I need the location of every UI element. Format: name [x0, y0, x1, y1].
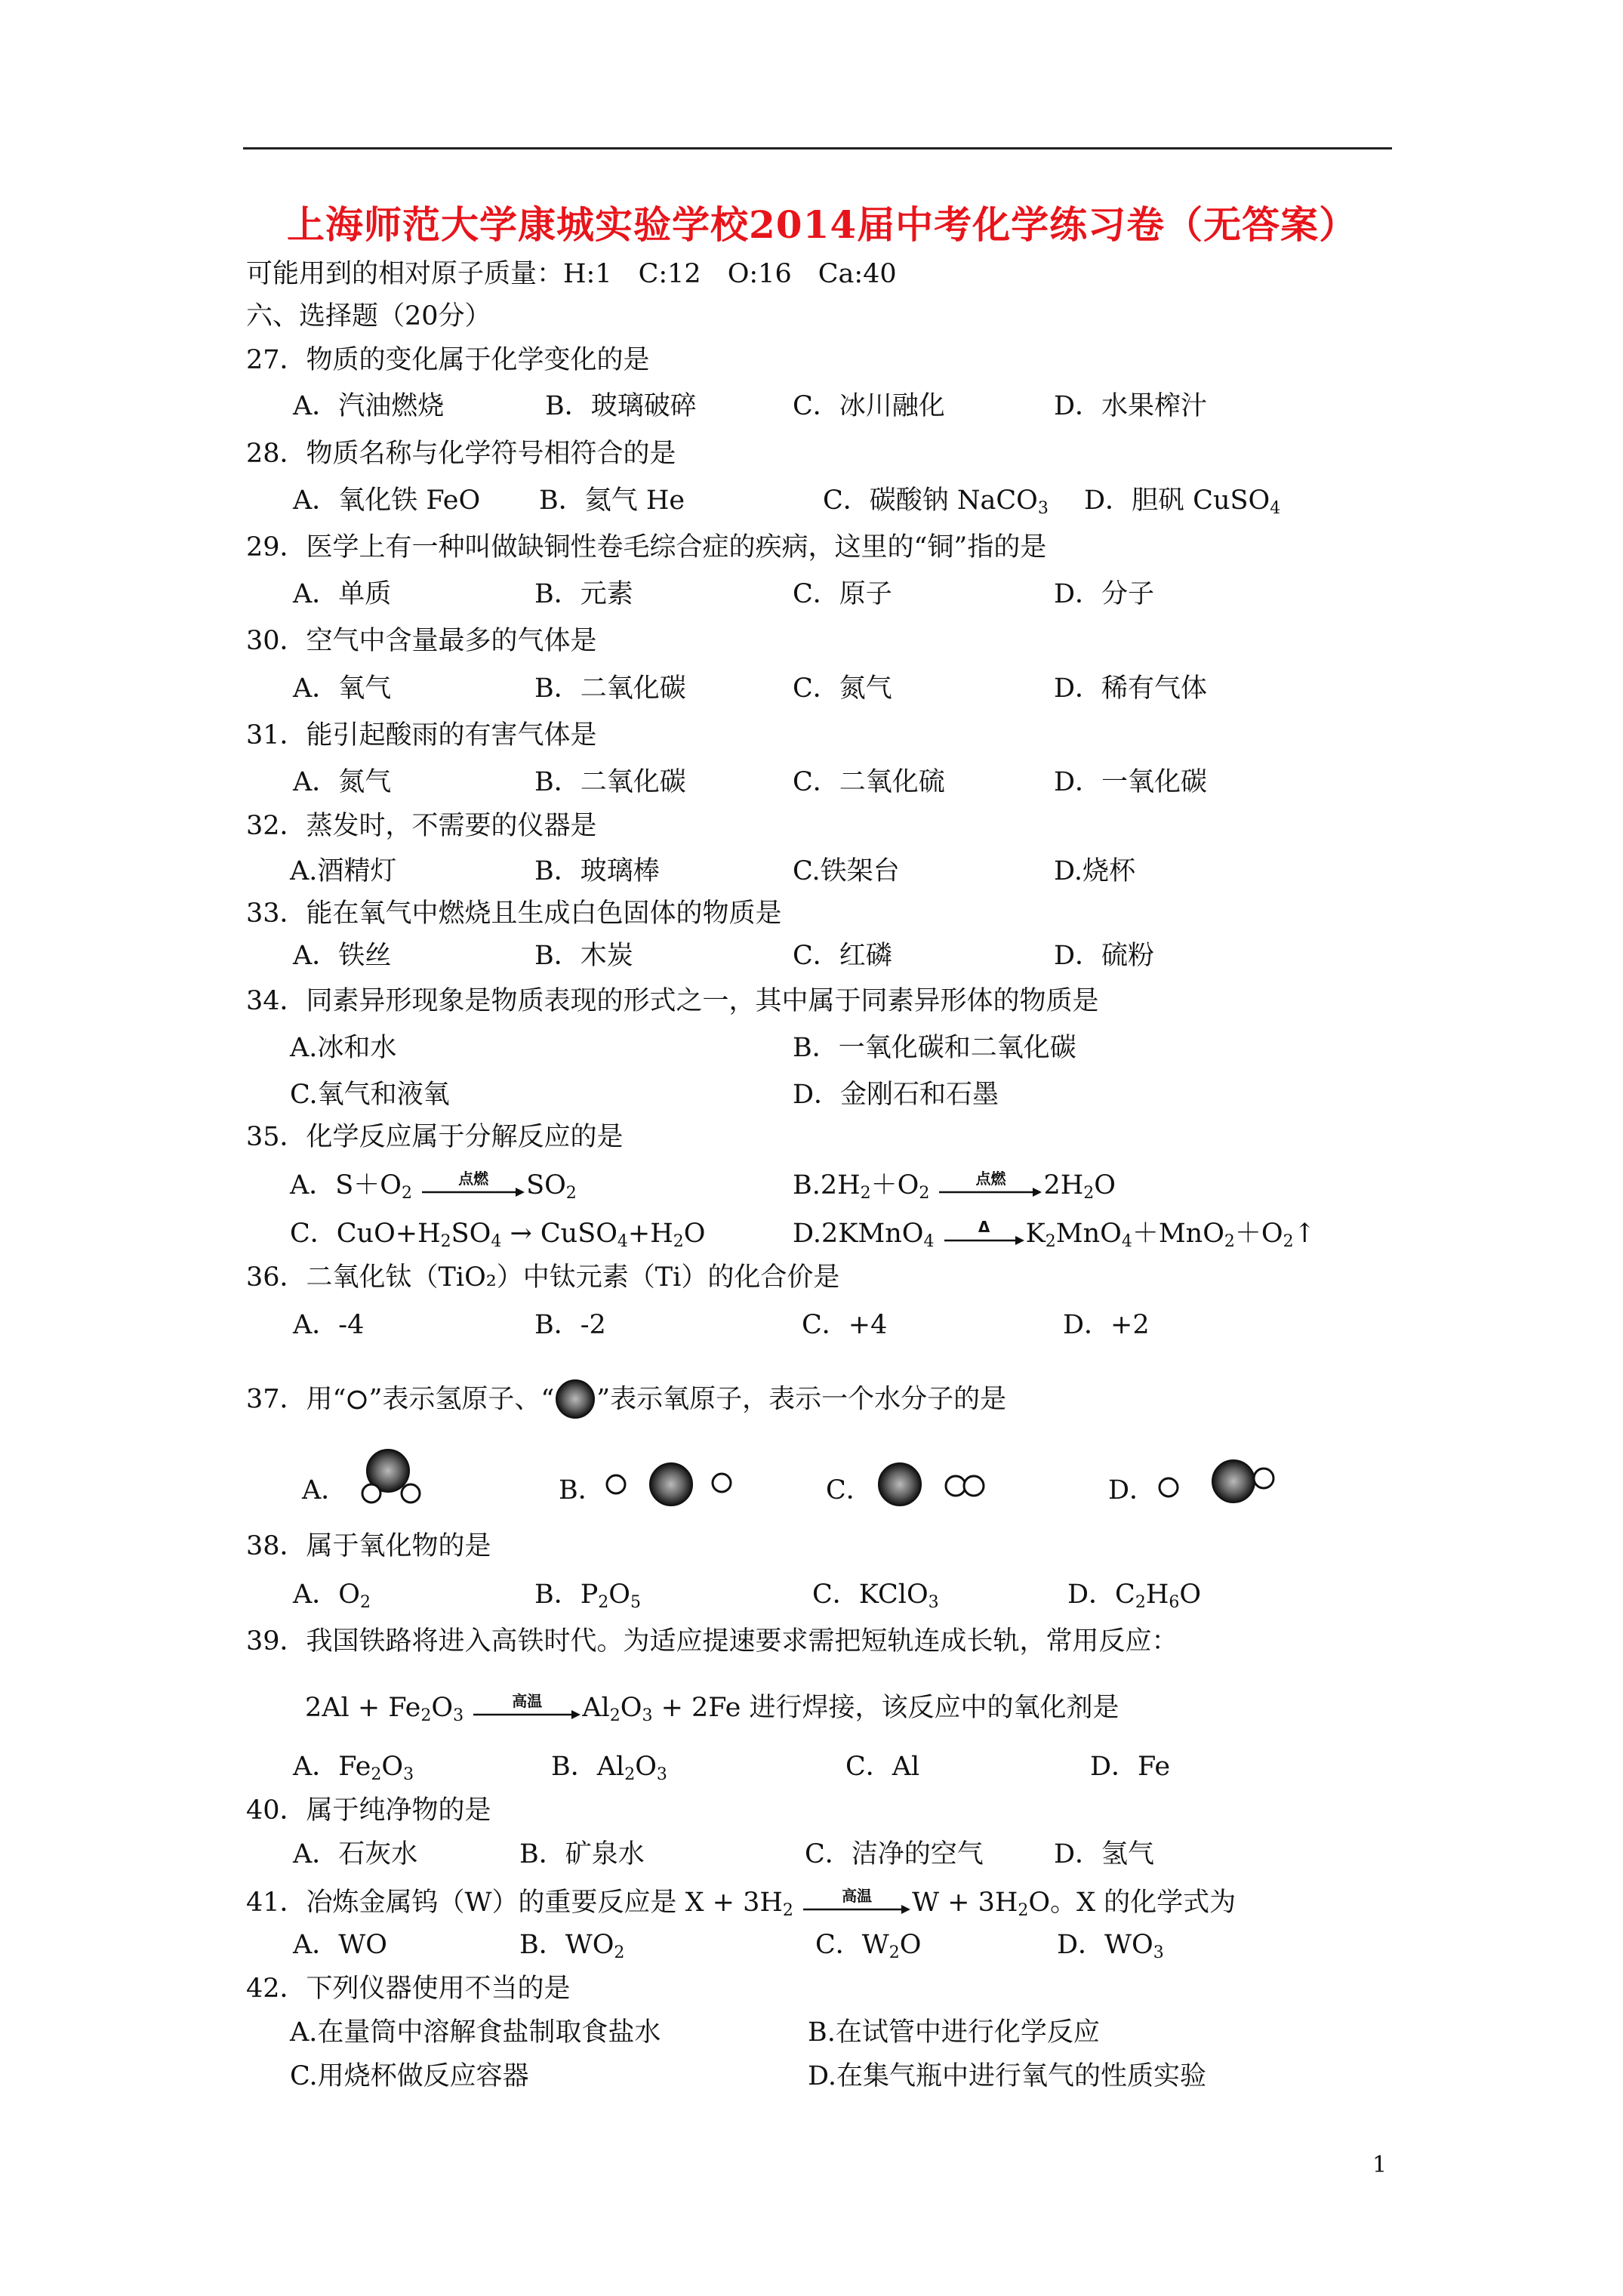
q31-option-b: B．二氧化碳 [534, 767, 686, 797]
q42-option-d: D.在集气瓶中进行氧气的性质实验 [808, 2061, 1206, 2091]
q39-option-d: D．Fe [1090, 1752, 1171, 1782]
q34-option-d: D．金刚石和石墨 [793, 1080, 999, 1110]
q41-option-c: C．$W_2O$ [815, 1930, 922, 1962]
q39-option-a: A．$Fe_2O_3$ [293, 1752, 414, 1784]
q28-option-c: C．碳酸钠 NaCO$_3$ [823, 485, 1049, 518]
q29-option-c: C．原子 [793, 579, 892, 609]
q35-option-b: $B.2H_2+O_2$ 点燃 $2H_2O$ [793, 1169, 1116, 1203]
q33-option-d: D．硫粉 [1054, 941, 1155, 971]
q35-option-c: C．$CuO+H_2SO_4$ → $CuSO_4+H_2O$ [290, 1219, 706, 1251]
reaction-arrow: 高温 [802, 1891, 912, 1917]
question-28-stem: 28．物质名称与化学符号相符合的是 [246, 439, 676, 469]
oxygen-atom-icon [554, 1379, 596, 1422]
q34-option-c: C.氧气和液氧 [290, 1080, 450, 1110]
q37-option-d: D． [1108, 1475, 1156, 1505]
q32-option-c: C.铁架台 [793, 856, 900, 886]
question-38-stem: 38．属于氧化物的是 [246, 1531, 491, 1561]
q38-option-c: C．KClO$_3$ [812, 1579, 939, 1612]
q30-option-b: B．二氧化碳 [534, 673, 686, 704]
reaction-arrow: 高温 [472, 1697, 582, 1722]
question-31-stem: 31．能引起酸雨的有害气体是 [246, 720, 597, 750]
q41-option-b: B．$WO_2$ [519, 1930, 625, 1962]
q42-option-c: C.用烧杯做反应容器 [290, 2061, 529, 2091]
q30-option-d: D．稀有气体 [1054, 673, 1208, 704]
header-rule [243, 147, 1392, 149]
question-40-stem: 40．属于纯净物的是 [246, 1795, 491, 1826]
q40-option-b: B．矿泉水 [519, 1839, 645, 1869]
question-37-stem: 37．用“ ”表示氢原子、“ ”表示氧原子，表示一个水分子的是 [246, 1379, 1006, 1422]
hydrogen-atom-icon [346, 1389, 368, 1412]
question-39-stem: 39．我国铁路将进入高铁时代。为适应提速要求需把短轨连成长轨，常用反应： [246, 1626, 1178, 1657]
page-number: 1 [1372, 2152, 1387, 2178]
reaction-arrow: Δ [943, 1222, 1026, 1248]
question-35-stem: 35．化学反应属于分解反应的是 [246, 1122, 624, 1152]
q31-option-a: A．氮气 [293, 767, 392, 797]
reaction-arrow: 点燃 [420, 1174, 526, 1200]
question-36-stem: 36．二氧化钛（TiO₂）中钛元素（Ti）的化合价是 [246, 1262, 840, 1293]
q36-option-a: A．-4 [293, 1310, 365, 1340]
question-33-stem: 33．能在氧气中燃烧且生成白色固体的物质是 [246, 898, 782, 929]
q29-option-d: D．分子 [1054, 579, 1155, 609]
q32-option-a: A.酒精灯 [290, 856, 397, 886]
q38-option-a: A．$O_2$ [293, 1579, 371, 1612]
q39-option-b: B．$Al_2O_3$ [551, 1752, 667, 1784]
q37-molecule-c [876, 1459, 996, 1512]
q40-option-c: C．洁净的空气 [805, 1839, 984, 1869]
q33-option-a: A．铁丝 [293, 941, 392, 971]
q37-option-a: A． [302, 1475, 348, 1505]
question-34-stem: 34．同素异形现象是物质表现的形式之一，其中属于同素异形体的物质是 [246, 986, 1099, 1016]
q42-option-a: A.在量筒中溶解食盐制取食盐水 [290, 2017, 661, 2048]
question-41-stem: 41．冶炼金属钨（W）的重要反应是 $X + 3H_2$ 高温 $W + 3H_2O$。X 的化学式为 [246, 1886, 1236, 1920]
question-30-stem: 30．空气中含量最多的气体是 [246, 626, 597, 656]
q30-option-a: A．氧气 [293, 673, 392, 704]
page-title: 上海师范大学康城实验学校2014届中考化学练习卷（无答案） [287, 202, 1358, 247]
atomic-masses: 可能用到的相对原子质量：H:1 C:12 O:16 Ca:40 [246, 259, 897, 289]
q28-option-a: A．氧化铁 FeO [293, 485, 481, 516]
q37-molecule-b [601, 1459, 737, 1512]
q38-option-d: D．$C_2H_6O$ [1067, 1579, 1202, 1612]
q32-option-b: B．玻璃棒 [534, 856, 660, 886]
q33-option-b: B．木炭 [534, 941, 633, 971]
q27-option-d: D．水果榨汁 [1054, 391, 1208, 421]
q30-option-c: C．氮气 [793, 673, 892, 704]
question-42-stem: 42．下列仪器使用不当的是 [246, 1974, 571, 2004]
q41-option-d: D．$WO_3$ [1057, 1930, 1164, 1962]
question-32-stem: 32．蒸发时，不需要的仪器是 [246, 811, 597, 841]
reaction-arrow: 点燃 [938, 1174, 1043, 1200]
q38-option-b: B．$P_2O_5$ [534, 1579, 641, 1612]
q35-option-d: D.2KMnO$_4$ Δ $K_2MnO_4+MnO_2+O_2↑$ [793, 1217, 1316, 1251]
q28-option-d: D．胆矾 CuSO$_4$ [1084, 485, 1281, 518]
q42-option-b: B.在试管中进行化学反应 [808, 2017, 1100, 2048]
question-29-stem: 29．医学上有一种叫做缺铜性卷毛综合症的疾病，这里的“铜”指的是 [246, 532, 1047, 562]
q34-option-b: B．一氧化碳和二氧化碳 [793, 1033, 1076, 1063]
q35-option-a: A．$S+O_2$ 点燃 $SO_2$ [290, 1169, 577, 1203]
q27-option-a: A．汽油燃烧 [293, 391, 445, 421]
q27-option-c: C．冰川融化 [793, 391, 945, 421]
q37-option-c: C． [826, 1475, 873, 1505]
q41-option-a: A．WO [293, 1930, 387, 1960]
q34-option-a: A.冰和水 [290, 1033, 397, 1063]
q27-option-b: B．玻璃破碎 [545, 391, 697, 421]
q37-molecule-d [1153, 1453, 1282, 1513]
q37-molecule-a [352, 1442, 435, 1510]
q36-option-d: D．+2 [1063, 1310, 1150, 1340]
q29-option-a: A．单质 [293, 579, 392, 609]
q36-option-b: B．-2 [534, 1310, 606, 1340]
section-header: 六、选择题（20分） [246, 301, 491, 331]
q39-option-c: C．Al [845, 1752, 920, 1782]
q39-equation: $2Al + Fe_2O_3$ 高温 $Al_2O_3 + 2Fe$ 进行焊接，该反应中的氧化剂是 [305, 1691, 1119, 1725]
q37-option-b: B． [559, 1475, 605, 1505]
q31-option-c: C．二氧化硫 [793, 767, 945, 797]
q32-option-d: D.烧杯 [1054, 856, 1135, 886]
q28-option-b: B．氦气 He [539, 485, 685, 516]
q40-option-a: A．石灰水 [293, 1839, 418, 1869]
q33-option-c: C．红磷 [793, 941, 892, 971]
question-27-stem: 27．物质的变化属于化学变化的是 [246, 345, 650, 375]
q29-option-b: B．元素 [534, 579, 633, 609]
q36-option-c: C．+4 [802, 1310, 888, 1340]
q31-option-d: D．一氧化碳 [1054, 767, 1208, 797]
q40-option-d: D．氢气 [1054, 1839, 1155, 1869]
